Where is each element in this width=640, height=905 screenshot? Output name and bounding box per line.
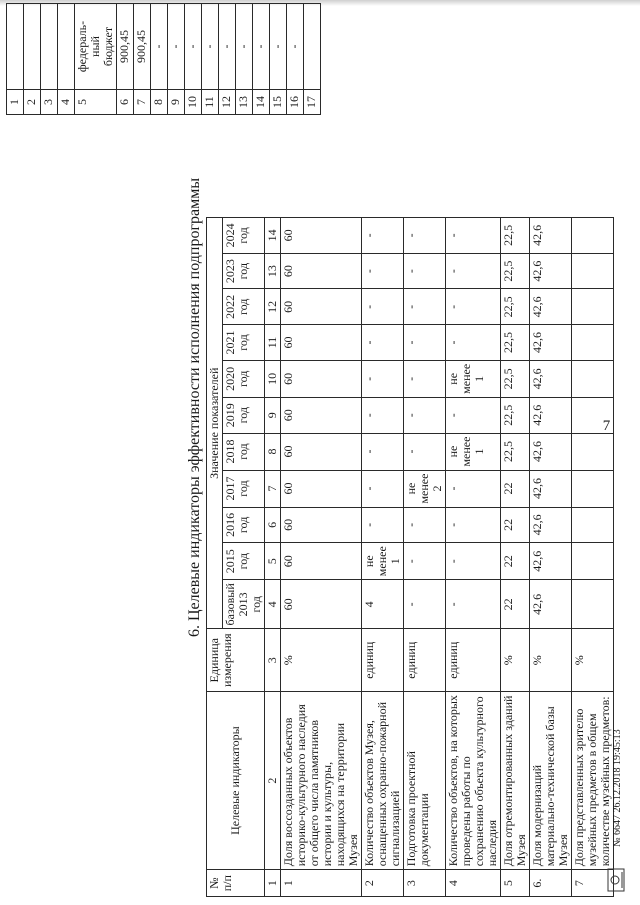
budget-col-header: 13	[236, 90, 253, 115]
table-row	[362, 218, 404, 897]
year-header: 2019 год	[223, 397, 265, 433]
budget-col-header: 6	[117, 90, 134, 115]
page-number: 7	[602, 417, 611, 434]
budget-col-value: -	[168, 4, 185, 90]
indicator-value: 22,5	[501, 253, 530, 289]
indicator-value	[572, 218, 614, 254]
budget-table-main	[6, 3, 321, 115]
indicator-value: -	[446, 397, 501, 433]
year-header: 2015 год	[223, 543, 265, 580]
indicator-value: -	[404, 218, 446, 254]
budget-col-header: 1	[7, 90, 24, 115]
indicator-name: Доля представленных зрителю музейных предметов в общем количестве музейных предметов:	[572, 691, 614, 869]
budget-col-value	[41, 4, 58, 90]
indicator-value: 60	[281, 218, 362, 254]
indicator-name: Подготовка проектной документации	[404, 691, 446, 869]
indicator-value: -	[404, 397, 446, 433]
row-number: 4	[446, 870, 501, 897]
indicator-unit: единиц	[404, 629, 446, 691]
budget-col-value: -	[219, 4, 236, 90]
year-header: 2018 год	[223, 433, 265, 470]
indicator-value: -	[446, 253, 501, 289]
indicator-value: 42,6	[530, 253, 572, 289]
column-number: 1	[265, 870, 281, 897]
section-title: 6. Целевые индикаторы эффективности исполнения подпрограммы	[186, 177, 203, 637]
budget-col-header: 17	[304, 90, 321, 115]
column-number: 2	[265, 691, 281, 869]
indicator-value: -	[362, 433, 404, 470]
year-header: 2021 год	[223, 325, 265, 361]
budget-col-value: -	[287, 4, 304, 90]
budget-col-header: 2	[24, 90, 41, 115]
year-header: 2020 год	[223, 360, 265, 397]
indicator-value: 60	[281, 580, 362, 629]
budget-column-10	[185, 4, 202, 115]
indicator-value: не менее 1	[362, 543, 404, 580]
table-row	[281, 218, 362, 897]
column-number: 4	[265, 580, 281, 629]
table-row	[530, 218, 572, 897]
indicator-value: 42,6	[530, 543, 572, 580]
row-number: 3	[404, 870, 446, 897]
budget-col-header: 9	[168, 90, 185, 115]
budget-column-16	[287, 4, 304, 115]
indicator-value: 22	[501, 543, 530, 580]
budget-col-header: 15	[270, 90, 287, 115]
indicator-value	[572, 543, 614, 580]
indicator-name: Доля воссозданных объектов историко-культурного наследия от общего числа памятников истории и культуры, находящихся на территории Музея	[281, 691, 362, 869]
budget-col-header: 16	[287, 90, 304, 115]
indicator-value: 42,6	[530, 397, 572, 433]
budget-column-13	[236, 4, 253, 115]
budget-col-value: -	[185, 4, 202, 90]
column-number: 3	[265, 629, 281, 691]
indicator-value: -	[446, 289, 501, 325]
indicator-value	[572, 507, 614, 543]
row-number: 5	[501, 870, 530, 897]
row-number: 1	[281, 870, 362, 897]
budget-col-header: 12	[219, 90, 236, 115]
indicator-value: не менее 1	[446, 360, 501, 397]
year-header: 2017 год	[223, 470, 265, 507]
indicator-name: Количество объектов, на которых проведены работы по сохранению объекта культурного наследия	[446, 691, 501, 869]
budget-column-15	[270, 4, 287, 115]
indicator-value: 60	[281, 325, 362, 361]
table-row	[501, 218, 530, 897]
column-number: 8	[265, 433, 281, 470]
indicator-value: 60	[281, 253, 362, 289]
indicator-value	[572, 325, 614, 361]
year-header: 2024 год	[223, 218, 265, 254]
indicator-unit: единиц	[446, 629, 501, 691]
column-number: 11	[265, 325, 281, 361]
header-values-group: Значение показателей	[207, 218, 223, 629]
budget-col-value: -	[270, 4, 287, 90]
budget-col-header: 4	[58, 90, 75, 115]
indicator-value	[572, 360, 614, 397]
document-footer: № 6647 26.12.2018 19:45:13	[612, 729, 623, 847]
indicator-value: 22,5	[501, 397, 530, 433]
indicator-value: -	[362, 397, 404, 433]
budget-column-11	[202, 4, 219, 115]
indicator-value: 42,6	[530, 507, 572, 543]
indicator-value: 42,6	[530, 470, 572, 507]
indicator-value: -	[404, 433, 446, 470]
indicator-value: -	[446, 543, 501, 580]
budget-col-value	[7, 4, 24, 90]
budget-column-1	[7, 4, 24, 115]
indicator-value: -	[362, 289, 404, 325]
budget-col-header: 3	[41, 90, 58, 115]
budget-col-value	[304, 4, 321, 90]
year-header: базовый 2013 год	[223, 580, 265, 629]
indicator-value: 60	[281, 289, 362, 325]
indicator-value: 22,5	[501, 433, 530, 470]
budget-col-header: 14	[253, 90, 270, 115]
indicator-value: -	[446, 470, 501, 507]
indicator-value: 60	[281, 433, 362, 470]
budget-col-header: 11	[202, 90, 219, 115]
budget-col-header: 5	[75, 90, 117, 115]
budget-column-3	[41, 4, 58, 115]
indicator-value: 42,6	[530, 289, 572, 325]
indicator-table	[206, 217, 614, 897]
indicator-value: 60	[281, 543, 362, 580]
indicator-value: 42,6	[530, 360, 572, 397]
column-number: 7	[265, 470, 281, 507]
budget-col-value: 900,45	[117, 4, 134, 90]
indicator-value: 4	[362, 580, 404, 629]
budget-column-17	[304, 4, 321, 115]
indicator-value: -	[362, 507, 404, 543]
indicator-value: не менее 1	[446, 433, 501, 470]
budget-column-5	[75, 4, 117, 115]
table-row	[446, 218, 501, 897]
indicator-value: -	[362, 360, 404, 397]
indicator-value: 42,6	[530, 433, 572, 470]
budget-column-4	[58, 4, 75, 115]
budget-column-14	[253, 4, 270, 115]
indicator-value: -	[404, 289, 446, 325]
indicator-value: -	[404, 360, 446, 397]
budget-column-9	[168, 4, 185, 115]
indicator-value: -	[362, 253, 404, 289]
column-number-row	[265, 218, 281, 897]
indicator-value: -	[362, 470, 404, 507]
budget-col-value: -	[253, 4, 270, 90]
indicator-value: -	[446, 218, 501, 254]
indicator-value: -	[446, 507, 501, 543]
row-number: 7	[572, 870, 614, 897]
year-header: 2023 год	[223, 253, 265, 289]
header-name: Целевые индикаторы	[207, 691, 265, 869]
indicator-unit: %	[501, 629, 530, 691]
budget-col-value	[24, 4, 41, 90]
indicator-value	[572, 397, 614, 433]
indicator-unit: единиц	[362, 629, 404, 691]
table-row	[404, 218, 446, 897]
row-number: 2	[362, 870, 404, 897]
indicator-unit: %	[572, 629, 614, 691]
indicator-name: Количество объектов Музея, оснащенных охранно-пожарной сигнализацией	[362, 691, 404, 869]
indicator-value: 22	[501, 507, 530, 543]
indicator-value: 22	[501, 580, 530, 629]
budget-column-8	[151, 4, 168, 115]
budget-col-value: -	[236, 4, 253, 90]
indicator-value: 42,6	[530, 218, 572, 254]
budget-col-value: -	[151, 4, 168, 90]
indicator-name: Доля модернизаций материально-технической базы Музея	[530, 691, 572, 869]
indicator-value: 60	[281, 360, 362, 397]
indicator-value	[572, 253, 614, 289]
indicator-value: -	[362, 325, 404, 361]
budget-col-header: 10	[185, 90, 202, 115]
column-number: 10	[265, 360, 281, 397]
budget-col-value	[58, 4, 75, 90]
budget-col-header: 8	[151, 90, 168, 115]
indicator-value: 60	[281, 507, 362, 543]
indicator-value: -	[404, 507, 446, 543]
indicator-value: -	[404, 253, 446, 289]
indicator-value: 22,5	[501, 360, 530, 397]
column-number: 12	[265, 289, 281, 325]
table-row	[572, 218, 614, 897]
column-number: 14	[265, 218, 281, 254]
indicator-value	[572, 580, 614, 629]
indicator-value: -	[404, 580, 446, 629]
budget-column-2	[24, 4, 41, 115]
header-unit: Единица измерения	[207, 629, 265, 691]
indicator-value	[572, 470, 614, 507]
indicator-value: 22	[501, 470, 530, 507]
row-number: 6.	[530, 870, 572, 897]
budget-col-header: 7	[134, 90, 151, 115]
budget-col-value: 900,45	[134, 4, 151, 90]
column-number: 6	[265, 507, 281, 543]
column-number: 13	[265, 253, 281, 289]
column-number: 9	[265, 397, 281, 433]
budget-column-6	[117, 4, 134, 115]
indicator-value: 22,5	[501, 289, 530, 325]
indicator-value: -	[446, 580, 501, 629]
indicator-value: 60	[281, 470, 362, 507]
indicator-value: -	[362, 218, 404, 254]
indicator-value: не менее 2	[404, 470, 446, 507]
indicator-value: -	[404, 543, 446, 580]
header-num: № п/п	[207, 870, 265, 897]
indicator-unit: %	[530, 629, 572, 691]
indicator-value: -	[446, 325, 501, 361]
budget-column-12	[219, 4, 236, 115]
budget-col-value: -	[202, 4, 219, 90]
year-header: 2016 год	[223, 507, 265, 543]
indicator-name: Доля отремонтированных зданий Музея	[501, 691, 530, 869]
indicator-value	[572, 289, 614, 325]
indicator-value	[572, 433, 614, 470]
column-number: 5	[265, 543, 281, 580]
budget-col-value: федераль- ный бюджет	[75, 4, 117, 90]
indicator-value: -	[404, 325, 446, 361]
indicator-value: 60	[281, 397, 362, 433]
indicator-value: 22,5	[501, 218, 530, 254]
indicator-unit: %	[281, 629, 362, 691]
indicator-value: 22,5	[501, 325, 530, 361]
indicator-value: 42,6	[530, 580, 572, 629]
budget-column-7	[134, 4, 151, 115]
coat-of-arms-stamp	[606, 867, 626, 893]
year-header: 2022 год	[223, 289, 265, 325]
indicator-value: 42,6	[530, 325, 572, 361]
